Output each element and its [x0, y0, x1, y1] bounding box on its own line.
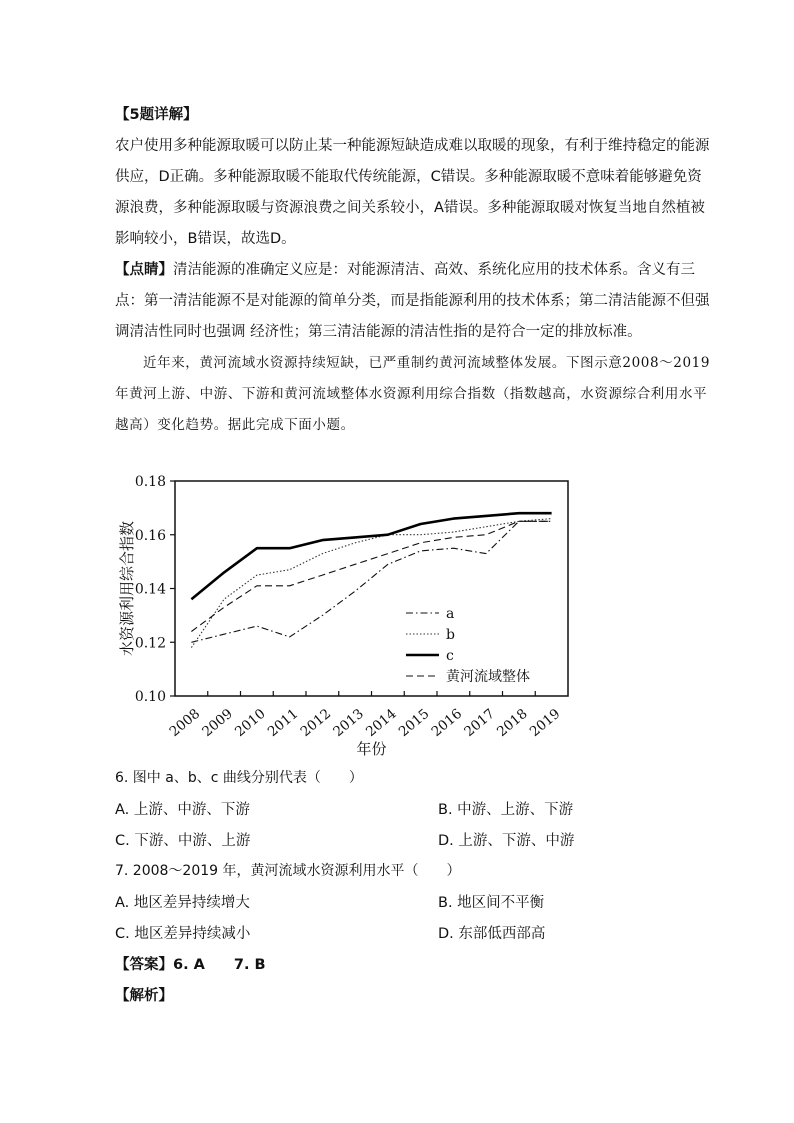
q7-option-b[interactable]: B. 地区间不平衡	[438, 895, 545, 911]
q6-option-b[interactable]: B. 中游、上游、下游	[438, 802, 574, 818]
analysis-label: 【解析】	[115, 988, 173, 1004]
series-line-2	[191, 519, 551, 648]
section5-body: 农户使用多种能源取暖可以防止某一种能源短缺造成难以取暖的现象，有利于维持稳定的能源供应，D正确。多种能源取暖不能取代传统能源，C错误。多种能源取暖不意味着能够避免资源浪费，多种能源取暖与资源浪费之间关系较小，A错误。多种能源取暖对恢复当地自然植被影响较小，B错误，故选D。	[115, 138, 710, 247]
question-intro: 近年来，黄河流域水资源持续短缺，已严重制约黄河流域整体发展。下图示意2008～2019年黄河上游、中游、下游和黄河流域整体水资源利用综合指数（指数越高，水资源综合利用水平越高）变化趋势。据此完成下面小题。	[115, 355, 711, 433]
x-tick-label: 2008	[166, 705, 204, 741]
x-tick-label: 2014	[363, 705, 400, 741]
x-axis-label: 年份	[356, 740, 387, 758]
series-line-1	[191, 521, 551, 642]
y-tick-label: 0.18	[134, 474, 166, 490]
y-tick-label: 0.16	[134, 527, 166, 544]
x-tick-label: 2017	[461, 705, 498, 741]
y-tick-label: 0.14	[134, 581, 166, 598]
water-index-chart	[110, 468, 590, 768]
answer-label: 【答案】	[115, 957, 173, 973]
q7-option-c[interactable]: C. 地区差异持续减小	[115, 926, 251, 942]
dianjing-body: 清洁能源的准确定义应是：对能源清洁、高效、系统化应用的技术体系。含义有三点：第一清洁能源不是对能源的简单分类，而是指能源利用的技术体系；第二清洁能源不但强调清洁性同时也强调 经济性；第三清洁能源的清洁性指的是符合一定的排放标准。	[115, 262, 710, 340]
x-tick-label: 2015	[395, 705, 433, 741]
legend-label-1: a	[446, 606, 455, 622]
legend-label-2: b	[446, 627, 455, 643]
q7-stem: 7. 2008～2019 年，黄河流域水资源利用水平（ ）	[115, 863, 461, 879]
x-tick-label: 2009	[199, 705, 236, 741]
x-tick-label: 2010	[232, 705, 269, 741]
q6-option-d[interactable]: D. 上游、下游、中游	[438, 833, 575, 849]
answer-line	[115, 950, 715, 981]
x-tick-label: 2013	[330, 705, 367, 741]
q6-option-a[interactable]: A. 上游、中游、下游	[115, 802, 250, 818]
y-axis-label: 水资源利用综合指数	[118, 520, 136, 657]
series-line-4	[191, 521, 551, 631]
legend-label-3: c	[446, 648, 454, 664]
q6-option-c[interactable]: C. 下游、中游、上游	[115, 833, 251, 849]
section5-header: 【5题详解】	[115, 107, 198, 123]
dianjing-paragraph	[115, 255, 715, 348]
q7-option-d[interactable]: D. 东部低西部高	[438, 926, 546, 942]
y-tick-label: 0.10	[134, 689, 166, 705]
x-tick-label: 2016	[428, 705, 466, 741]
dianjing-label: 【点睛】	[115, 262, 173, 278]
x-tick-label: 2011	[264, 705, 302, 741]
legend-label-4: 黄河流域整体	[446, 669, 530, 685]
q6-stem: 6. 图中 a、b、c 曲线分别代表（ ）	[115, 770, 363, 786]
series-line-3	[191, 513, 551, 599]
x-tick-label: 2018	[494, 705, 531, 741]
x-tick-label: 2012	[297, 705, 335, 741]
q7-option-a[interactable]: A. 地区差异持续增大	[115, 895, 250, 911]
x-tick-label: 2019	[526, 705, 564, 741]
answer-text: 6. A 7. B	[173, 957, 266, 973]
y-tick-label: 0.12	[134, 635, 166, 652]
